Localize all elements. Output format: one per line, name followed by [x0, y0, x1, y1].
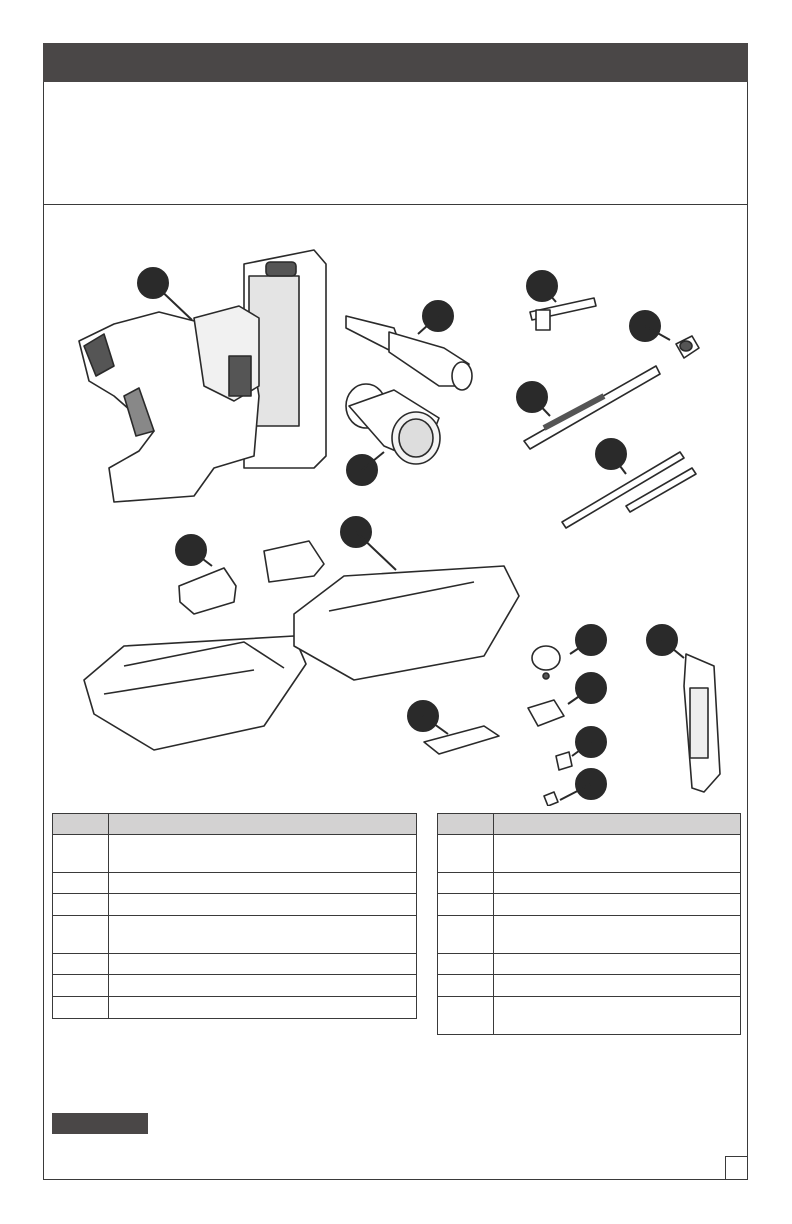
part-description-cell [494, 873, 741, 894]
drill-guide-illustration [346, 316, 472, 390]
pad-illustration [528, 700, 564, 726]
hex-nut-illustration [544, 792, 558, 806]
knob-illustration [532, 646, 560, 679]
parts-table-right [437, 813, 741, 1035]
column-header-description [494, 814, 741, 835]
intro-text-box [43, 82, 748, 205]
section-title-bar [43, 43, 748, 82]
table-header-row [438, 814, 741, 835]
table-row [53, 873, 417, 894]
stop-collar-illustration [676, 336, 699, 358]
part-number-cell [438, 997, 494, 1035]
part-number-cell [438, 916, 494, 954]
part-description-cell [109, 954, 417, 975]
table-row [438, 975, 741, 997]
part-number-cell [53, 873, 109, 894]
part-description-cell [109, 916, 417, 954]
bar-clamp-illustration [424, 726, 499, 754]
note-label-bar [52, 1113, 148, 1134]
table-header-row [53, 814, 417, 835]
table-row [53, 997, 417, 1019]
part-description-cell [109, 975, 417, 997]
part-number-cell [53, 916, 109, 954]
drill-bit-illustration [524, 366, 660, 449]
table-row [438, 873, 741, 894]
part-description-cell [109, 835, 417, 873]
part-number-cell [438, 894, 494, 916]
part-number-cell [53, 835, 109, 873]
part-description-cell [109, 873, 417, 894]
table-row [438, 954, 741, 975]
part-number-cell [53, 997, 109, 1019]
parts-table-left [52, 813, 417, 1019]
part-number-cell [438, 954, 494, 975]
part-description-cell [494, 954, 741, 975]
part-number-cell [438, 835, 494, 873]
column-header-description [109, 814, 417, 835]
part-description-cell [494, 835, 741, 873]
column-header-number [438, 814, 494, 835]
driver-bits-illustration [562, 452, 696, 528]
dust-collar-illustration [346, 384, 440, 464]
page-number-box [725, 1156, 748, 1180]
table-row [53, 916, 417, 954]
part-description-cell [494, 975, 741, 997]
part-number-cell [438, 873, 494, 894]
parts-illustration [44, 206, 747, 806]
table-row [53, 954, 417, 975]
storage-case-left-illustration [84, 636, 306, 750]
part-description-cell [494, 997, 741, 1035]
storage-case-right-illustration [294, 566, 519, 680]
table-row [438, 894, 741, 916]
table-row [438, 835, 741, 873]
jig-main-unit-illustration [79, 250, 326, 502]
table-row [438, 916, 741, 954]
part-number-cell [53, 894, 109, 916]
part-description-cell [109, 997, 417, 1019]
part-description-cell [109, 894, 417, 916]
table-row [438, 997, 741, 1035]
part-description-cell [494, 894, 741, 916]
table-row [53, 975, 417, 997]
column-header-number [53, 814, 109, 835]
part-number-cell [438, 975, 494, 997]
stop-block-illustration [684, 654, 720, 792]
square-nut-illustration [556, 752, 572, 770]
part-number-cell [53, 975, 109, 997]
table-row [53, 894, 417, 916]
part-description-cell [494, 916, 741, 954]
part-number-cell [53, 954, 109, 975]
depth-gauge-illustration [530, 298, 596, 330]
table-row [53, 835, 417, 873]
